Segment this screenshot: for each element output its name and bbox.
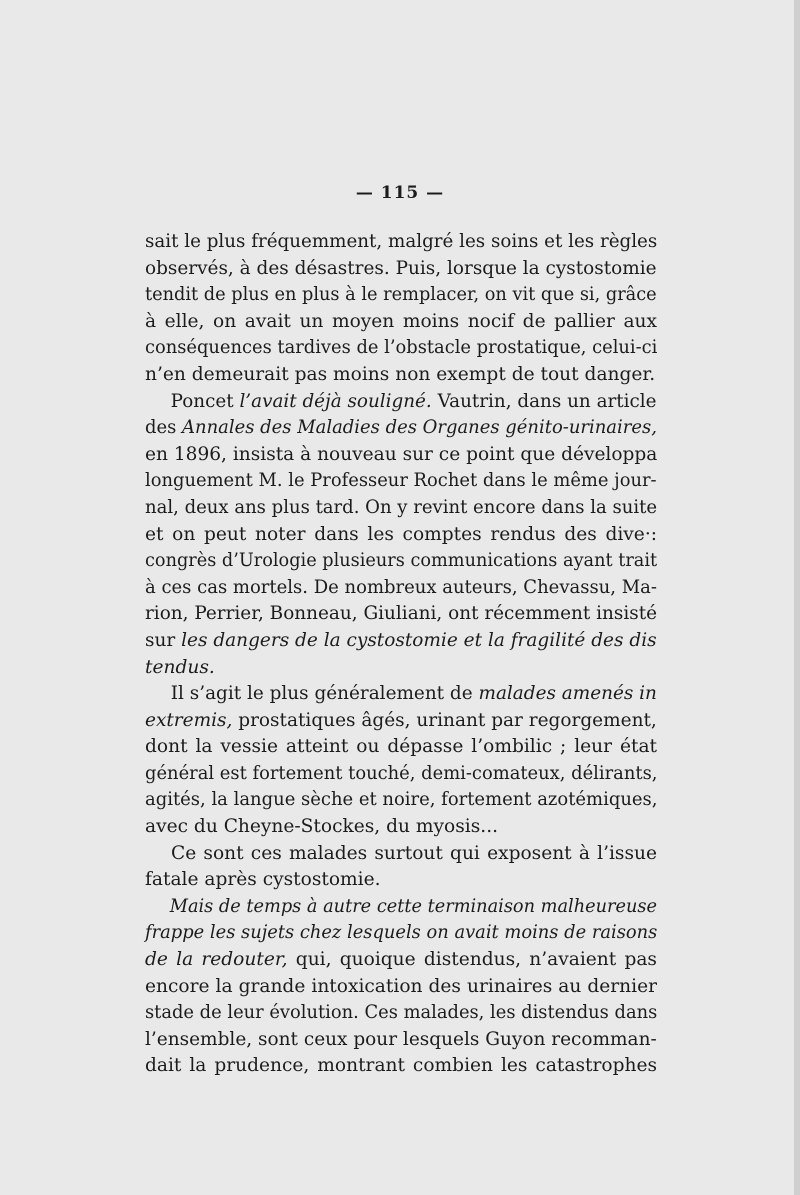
italic-text: tendus. (145, 656, 215, 678)
text-line (145, 708, 657, 735)
text-segment: encore la grande intoxication des urinaires au dernier (145, 975, 657, 997)
text-segment: qui, quoique distendus, n’avaient pas (287, 949, 657, 971)
text-line (145, 894, 658, 921)
text-segment: congrès d’Urologie plusieurs communications ayant trait (145, 550, 658, 572)
italic-text: frappe les sujets chez lesquels on avait moins de raisons (145, 922, 658, 944)
text-line (145, 601, 658, 628)
text-segment: longuement M. le Professeur Rochet dans le même jour- (145, 470, 657, 492)
text-segment: nal, deux ans plus tard. On y revint encore dans la suite (145, 496, 657, 518)
text-line (145, 734, 657, 761)
text-segment: général est fortement touché, demi-comateux, délirants, (145, 762, 658, 784)
text-line (145, 920, 658, 947)
italic-text: Mais de temps à autre cette terminaison malheureuse (169, 895, 658, 917)
text-segment: ·: (644, 523, 657, 545)
text-segment: Il s’agit le plus généralement de (170, 683, 479, 705)
text-line (145, 468, 657, 495)
text-line (145, 867, 657, 894)
text-segment: rion, Perrier, Bonneau, Giuliani, ont récemment insisté (145, 603, 658, 625)
text-segment: et on peut noter dans les comptes rendus des dive (145, 523, 645, 545)
text-line (145, 1000, 658, 1027)
text-segment: Ce sont ces malades surtout qui exposent à l’issue (171, 842, 657, 864)
text-line (145, 495, 657, 522)
text-segment: Poncet (170, 390, 240, 412)
text-line (145, 761, 658, 788)
text-line (145, 655, 657, 682)
text-segment: avec du Cheyne-Stockes, du myosis... (145, 816, 499, 838)
italic-text: les dangers de la cystostomie et la fragilité des dis (181, 629, 657, 651)
text-line (145, 309, 657, 336)
text-segment: sait le plus fréquemment, malgré les soins et les règles (145, 231, 658, 252)
text-line (145, 575, 657, 602)
italic-text: Annales des Maladies des Organes génito-urinaires, (182, 417, 657, 439)
text-segment: fatale après cystostomie. (145, 869, 381, 891)
italic-text: l’avait déjà souligné. (239, 390, 432, 412)
text-segment: à ces cas mortels. De nombreux auteurs, Chevassu, Ma- (145, 576, 657, 598)
text-line (145, 282, 657, 309)
text-line (145, 256, 657, 283)
page-edge (794, 0, 800, 1195)
text-segment: n’en demeurait pas moins non exempt de tout danger. (145, 363, 656, 385)
text-segment: stade de leur évolution. Ces malades, les distendus dans (145, 1002, 658, 1024)
text-line (145, 947, 657, 974)
text-line (145, 841, 657, 868)
text-line (145, 415, 657, 442)
text-line (145, 335, 658, 362)
text-line (145, 814, 657, 841)
text-segment: dont la vessie atteint ou dépasse l’ombilic ; leur état (145, 736, 657, 758)
text-line (145, 787, 658, 814)
text-segment: conséquences tardives de l’obstacle prostatique, celui-ci (145, 337, 658, 359)
italic-text: malades amenés in (478, 683, 657, 705)
italic-text: de la redouter, (145, 949, 288, 971)
text-segment: l’ensemble, sont ceux pour lesquels Guyon recomman- (145, 1028, 657, 1050)
text-line (145, 522, 657, 549)
text-line (145, 681, 657, 708)
text-line (145, 229, 658, 256)
text-segment: tendit de plus en plus à le remplacer, on vit que si, grâce (145, 284, 657, 306)
text-segment: observés, à des désastres. Puis, lorsque la cystostomie (145, 257, 657, 279)
text-segment: agités, la langue sèche et noire, fortement azotémiques, (145, 789, 658, 811)
text-line (145, 548, 658, 575)
text-line (145, 628, 657, 655)
text-line (145, 362, 657, 389)
text-segment: Vautrin, dans un article (431, 390, 657, 412)
text-line (145, 1027, 657, 1054)
text-segment: en 1896, insista à nouveau sur ce point que développa (145, 443, 658, 465)
text-segment: prostatiques âgés, urinant par regorgement, (232, 709, 657, 731)
page-number: — 115 — (355, 183, 445, 203)
text-segment: dait la prudence, montrant combien les catastrophes (145, 1055, 657, 1077)
text-line (145, 1053, 657, 1080)
text-line (145, 389, 657, 416)
text-line (145, 442, 656, 469)
italic-text: extremis, (145, 709, 233, 731)
text-segment: à elle, on avait un moyen moins nocif de pallier aux (145, 310, 657, 332)
text-segment: sur (145, 629, 182, 651)
text-segment: des (145, 417, 183, 439)
body-text (145, 229, 657, 1080)
text-line (145, 974, 657, 1001)
